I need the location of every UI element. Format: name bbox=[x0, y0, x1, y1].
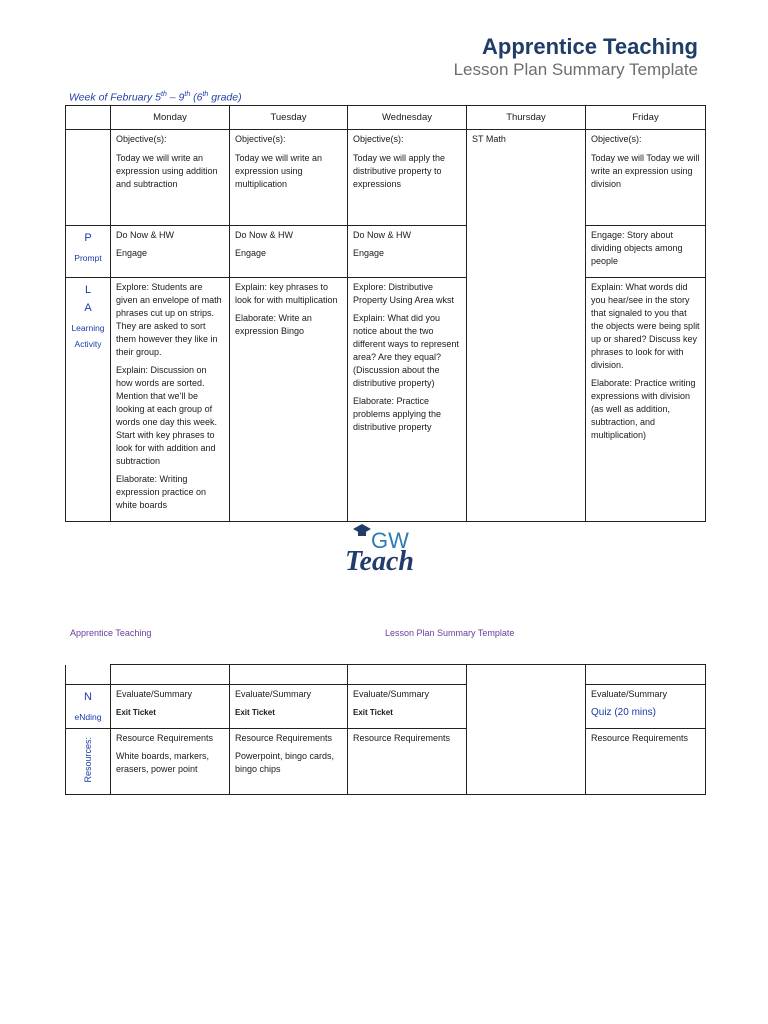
objective-friday: Objective(s): Today we will Today we will write an expression using division bbox=[586, 130, 706, 226]
objective-monday: Objective(s): Today we will write an expression using addition and subtraction bbox=[111, 130, 230, 226]
resources-tuesday: Resource Requirements Powerpoint, bingo cards, bingo chips bbox=[230, 729, 348, 795]
prompt-tuesday: Do Now & HW Engage bbox=[230, 226, 348, 278]
prompt-side-cell: P Prompt bbox=[66, 226, 111, 278]
spacer-wednesday bbox=[348, 665, 467, 685]
resources-monday: Resource Requirements White boards, markers, erasers, power point bbox=[111, 729, 230, 795]
footer-left-text: Apprentice Teaching bbox=[70, 628, 152, 638]
gw-teach-logo bbox=[343, 522, 435, 582]
lesson-plan-table-continued bbox=[65, 664, 706, 795]
ending-wednesday: Evaluate/Summary Exit Ticket bbox=[348, 685, 467, 729]
spacer-side bbox=[66, 665, 111, 685]
learning-tuesday: Explain: key phrases to look for with multiplication Elaborate: Write an expression Bingo bbox=[230, 278, 348, 522]
resources-friday: Resource Requirements bbox=[586, 729, 706, 795]
learning-wednesday: Explore: Distributive Property Using Area wkst Explain: What did you notice about the two different ways to represent area? Are they equal? (Discussion about the distributive property) Elaborate: Practice problems applying the distributive property bbox=[348, 278, 467, 522]
ending-row bbox=[66, 685, 706, 729]
objective-tuesday: Objective(s): Today we will write an expression using multiplication bbox=[230, 130, 348, 226]
thursday-cell-continued bbox=[467, 665, 586, 795]
day-header-row bbox=[66, 106, 706, 130]
prompt-friday: Engage: Story about dividing objects among people bbox=[586, 226, 706, 278]
logo-teach-text: Teach bbox=[345, 546, 414, 577]
graduation-cap-icon bbox=[353, 524, 371, 538]
prompt-row bbox=[66, 226, 706, 278]
objective-wednesday: Objective(s): Today we will apply the distributive property to expressions bbox=[348, 130, 467, 226]
learning-monday: Explore: Students are given an envelope of math phrases cut up on strips. They are asked to sort them however they like in their group. Explain: Discussion on how words are sorted. Mention that we’ll be looking at each group of words one day this week. Start with key phrases to look for with addition and subtraction Elaborate: Writing expression practice on white boards bbox=[111, 278, 230, 522]
corner-cell bbox=[66, 106, 111, 130]
logo-gw-text: GW bbox=[371, 528, 409, 553]
thursday-cell: ST Math bbox=[467, 130, 586, 522]
prompt-wednesday: Do Now & HW Engage bbox=[348, 226, 467, 278]
learning-side-cell: L A Learning Activity bbox=[66, 278, 111, 522]
objective-side-cell bbox=[66, 130, 111, 226]
resources-row bbox=[66, 729, 706, 795]
ending-tuesday: Evaluate/Summary Exit Ticket bbox=[230, 685, 348, 729]
ending-monday: Evaluate/Summary Exit Ticket bbox=[111, 685, 230, 729]
spacer-tuesday bbox=[230, 665, 348, 685]
objective-row bbox=[66, 130, 706, 226]
resources-side-cell: Resources: bbox=[66, 729, 111, 795]
ending-side-cell: N eNding bbox=[66, 685, 111, 729]
prompt-monday: Do Now & HW Engage bbox=[111, 226, 230, 278]
spacer-friday bbox=[586, 665, 706, 685]
day-header-wednesday: Wednesday bbox=[348, 106, 467, 130]
learning-row bbox=[66, 278, 706, 522]
day-header-friday: Friday bbox=[586, 106, 706, 130]
footer-right-text: Lesson Plan Summary Template bbox=[385, 628, 515, 638]
spacer-row bbox=[66, 665, 706, 685]
day-header-tuesday: Tuesday bbox=[230, 106, 348, 130]
day-header-monday: Monday bbox=[111, 106, 230, 130]
resources-wednesday: Resource Requirements bbox=[348, 729, 467, 795]
page-subtitle: Lesson Plan Summary Template bbox=[453, 60, 698, 79]
ending-friday: Evaluate/Summary Quiz (20 mins) bbox=[586, 685, 706, 729]
week-label: Week of February 5th – 9th (6th grade) bbox=[69, 91, 242, 104]
day-header-thursday: Thursday bbox=[467, 106, 586, 130]
page-title: Apprentice Teaching bbox=[482, 34, 698, 59]
lesson-plan-table bbox=[65, 105, 706, 522]
spacer-monday bbox=[111, 665, 230, 685]
learning-friday: Explain: What words did you hear/see in the story that signaled to you that the objects were being split up or shared? Discuss key phrases to look for with division. Elaborate: Practice writing expressions with division (as well as addition, subtraction, and multiplication) bbox=[586, 278, 706, 522]
